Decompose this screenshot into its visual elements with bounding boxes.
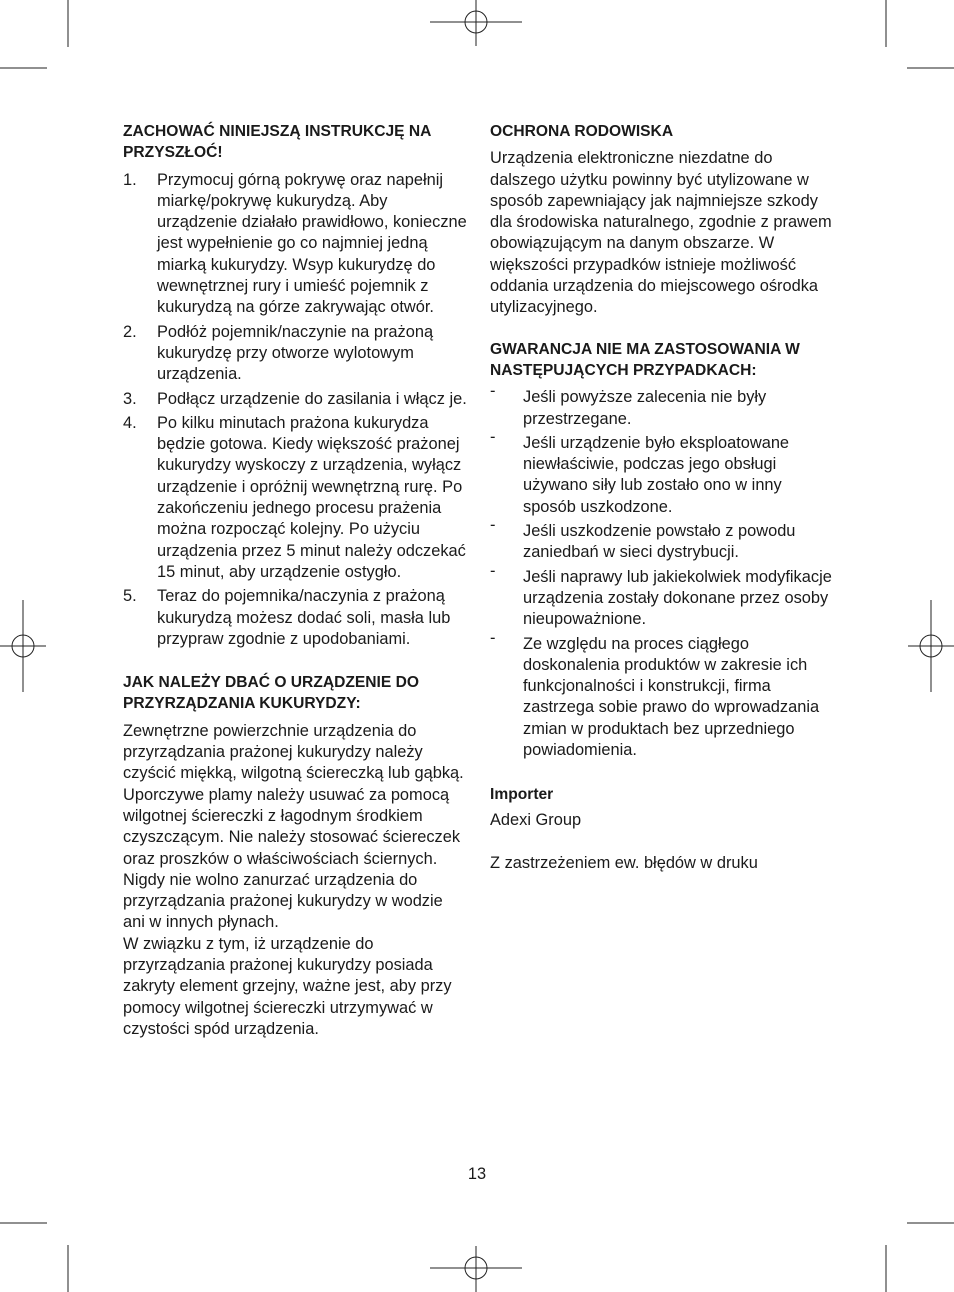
warranty-text: Jeśli powyższe zalecenia nie były przestrzegane.	[523, 388, 767, 428]
warranty-text: Jeśli naprawy lub jakiekolwiek modyfikacje urządzenia zostały dokonane przez osoby nieupoważnione.	[523, 567, 832, 629]
usage-steps-list	[123, 170, 468, 651]
list-item	[490, 382, 835, 430]
list-item	[123, 389, 468, 410]
step-text: Podłóż pojemnik/naczynie na prażoną kukurydzę przy otworze wylotowym urządzenia.	[157, 322, 434, 384]
environment-heading: OCHRONA RODOWISKA	[490, 123, 674, 140]
print-errors-disclaimer: Z zastrzeżeniem ew. błędów w druku	[490, 853, 758, 872]
list-item	[123, 413, 468, 583]
step-text: Podłącz urządzenie do zasilania i włącz je.	[157, 389, 467, 408]
page-number: 13	[467, 1165, 487, 1183]
bullet-dash: -	[490, 628, 496, 647]
bullet-dash: -	[490, 427, 496, 446]
bullet-dash: -	[490, 382, 496, 401]
bullet-dash: -	[490, 561, 496, 580]
warranty-heading: GWARANCJA NIE MA ZASTOSOWANIA W NASTĘPUJĄCYCH PRZYPADKACH:	[490, 340, 800, 379]
warranty-text: Jeśli uszkodzenie powstało z powodu zaniedbań w sieci dystrybucji.	[523, 522, 796, 562]
importer-name: Adexi Group	[490, 810, 582, 829]
warranty-text: Jeśli urządzenie było eksploatowane niewłaściwie, podczas jego obsługi używano siły lub zostało ono w inny sposób uszkodzone.	[523, 433, 790, 516]
importer-label: Importer	[490, 786, 554, 804]
step-text: Teraz do pojemnika/naczynia z prażoną kukurydzą możesz dodać soli, masła lub przypraw zgodnie z upodobaniami.	[157, 587, 451, 648]
step-text: Po kilku minutach prażona kukurydza będzie gotowa. Kiedy większość prażonej kukurydzy wyskoczy z urządzenia, wyłącz urządzenie i opróżnij wewnętrzną rurę. Po zakończeniu jednego procesu prażenia można rozpocząć kolejny. Po użyciu urządzenia przez 5 minut należy odczekać 15 minut, aby urządzenie ostygło.	[157, 413, 466, 581]
step-number: 1.	[123, 170, 137, 189]
step-number: 3.	[123, 389, 137, 408]
list-item	[123, 170, 468, 319]
warranty-exclusions-list	[490, 382, 835, 761]
step-text: Przymocuj górną pokrywę oraz napełnij miarkę/pokrywę kukurydzą. Aby urządzenie działało prawidłowo, konieczne jest wypełnienie go co najmniej jedną miarką kukurydzy. Wsyp kukurydzę do wewnętrznej rury i umieść pojemnik z kukurydzą na górze zakrywając otwór.	[157, 170, 467, 317]
list-item	[123, 586, 468, 650]
warranty-text: Ze względu na proces ciągłego doskonalenia produktów w zakresie ich funkcjonalności i konstrukcji, firma zastrzega sobie prawo do wprowadzania zmian w produktach bez uprzedniego powiadomienia.	[523, 634, 820, 760]
bullet-dash: -	[490, 516, 496, 535]
list-item	[490, 628, 835, 762]
care-paragraph-2: W związku z tym, iż urządzenie do przyrządzania prażonej kukurydzy posiada zakryty element grzejny, ważne jest, aby przy pomocy wilgotnej ściereczki utrzymywać w czystości spód urządzenia.	[123, 934, 452, 1038]
save-instructions-heading: ZACHOWAĆ NINIEJSZĄ INSTRUKCJĘ NA PRZYSZŁOĆ!	[123, 123, 431, 162]
list-item	[490, 427, 835, 518]
list-item	[490, 516, 835, 564]
left-column	[123, 121, 468, 1040]
care-paragraph: Zewnętrzne powierzchnie urządzenia do przyrządzania prażonej kukurydzy należy czyścić miękką, wilgotną ściereczką lub gąbką. Uporczywe plamy należy usuwać za pomocą wilgotnej ściereczki z łagodnym środkiem czyszczącym. Nie należy stosować ściereczek oraz proszków o właściwościach ściernych. Nigdy nie wolno zanurzać urządzenia do przyrządzania prażonej kukurydzy w wodzie ani w innych płynach.	[123, 721, 464, 932]
step-number: 5.	[123, 587, 137, 606]
list-item	[490, 561, 835, 631]
step-number: 4.	[123, 413, 137, 432]
step-number: 2.	[123, 322, 137, 341]
care-heading: JAK NALEŻY DBAĆ O URZĄDZENIE DO PRZYRZĄDZANIA KUKURYDZY:	[123, 674, 420, 713]
right-column	[490, 121, 835, 874]
environment-paragraph: Urządzenia elektroniczne niezdatne do dalszego użytku powinny być utylizowane w sposób zapewniający jak najmniejsze szkody dla środowiska naturalnego, zgodnie z prawem obowiązującym na danym obszarze. W większości przypadków istnieje możliwość oddania urządzenia do miejscowego ośrodka utylizacyjnego.	[490, 149, 832, 317]
list-item	[123, 322, 468, 386]
